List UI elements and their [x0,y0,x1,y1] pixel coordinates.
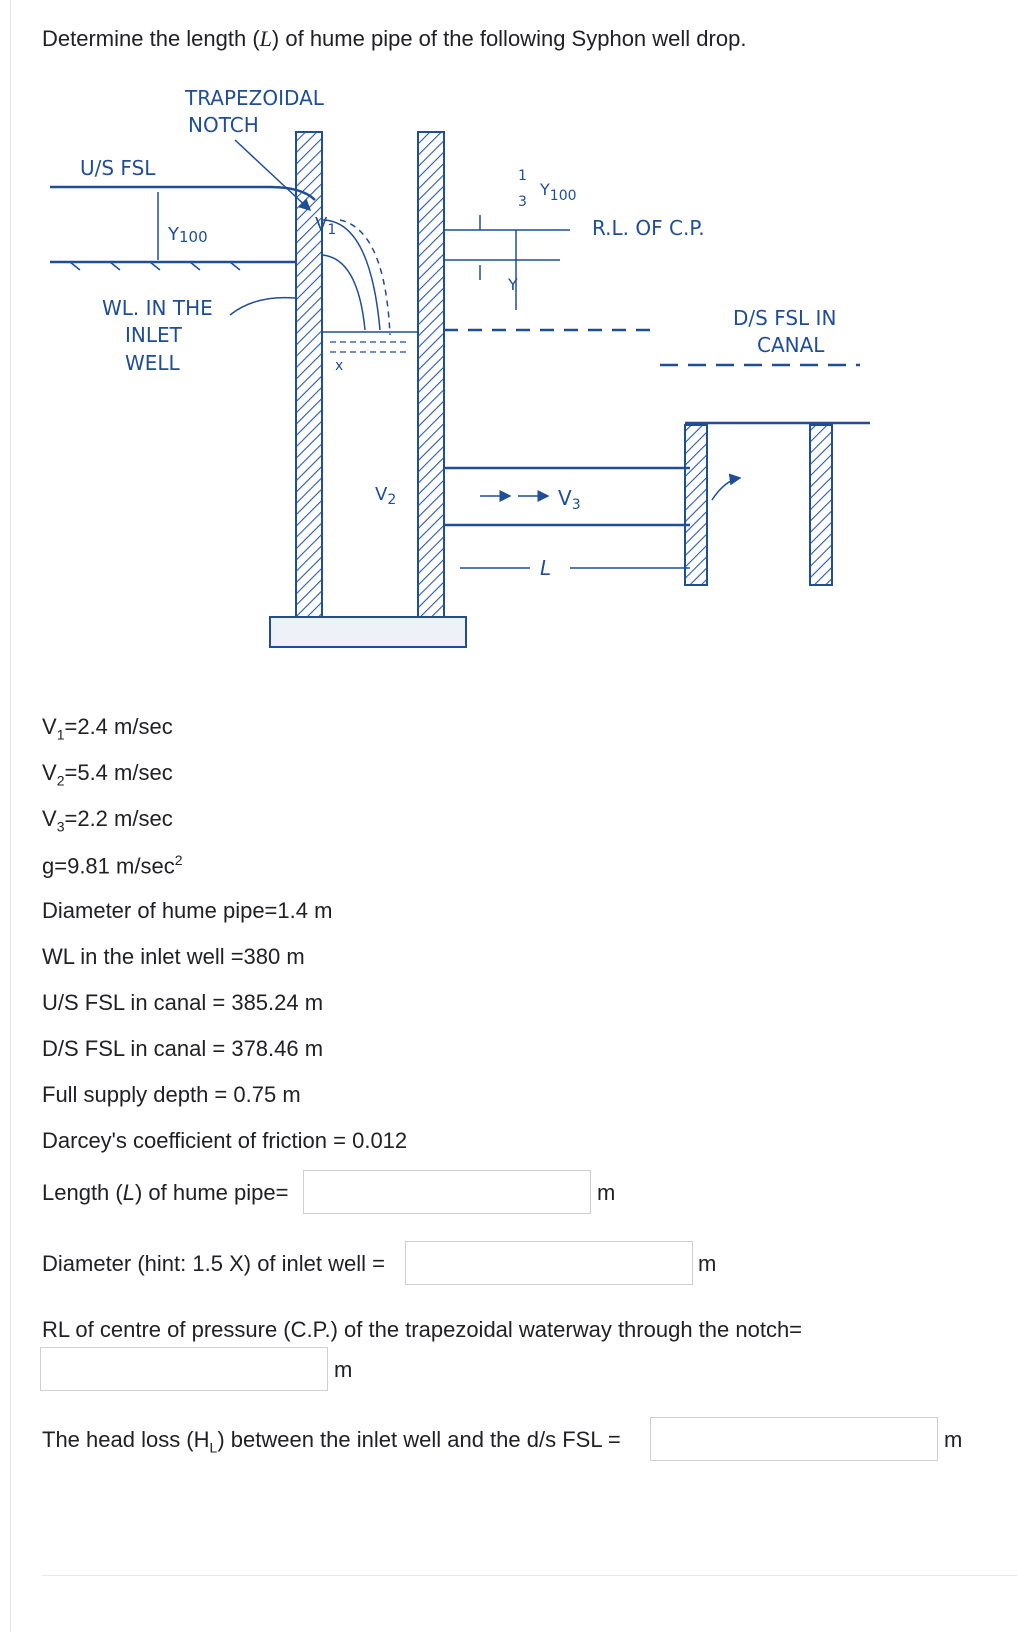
divider [42,1575,1017,1576]
length-input[interactable] [303,1170,591,1214]
head-loss-label: The head loss $(H_L)$ between the inlet well and the d/s FSL = [42,1427,621,1456]
inlet-well-right-wall [418,132,444,617]
svg-text:CANAL: CANAL [757,333,825,357]
svg-text:WELL: WELL [125,351,180,375]
given-full-supply-depth: Full supply depth = 0.75 m [42,1082,301,1107]
rl-cp-label: RL of centre of pressure (C.P.) of the trapezoidal waterway through the notch= [42,1317,803,1342]
svg-text:L: L [540,556,552,580]
us-water-surface [50,187,315,200]
given-inlet-wl: WL in the inlet well =380 m [42,944,305,969]
rl-cp-input[interactable] [40,1347,328,1391]
outlet-well-right-wall [810,425,832,585]
left-border [10,0,11,1632]
svg-text:V2: $V_2$ [375,484,397,508]
given-friction-coefficient: Darcey's coefficient of friction = 0.012 [42,1128,408,1153]
diameter-input[interactable] [405,1241,693,1285]
given-v3: $V_3=2.2$ m/sec [42,806,173,835]
svg-text:INLET: INLET [125,323,182,347]
length-unit: m [597,1180,616,1205]
svg-text:U/S FSL: U/S FSL [80,156,156,180]
diameter-unit: m [698,1251,717,1276]
svg-text:Y: Y [508,275,518,294]
length-label: Length (L) of hume pipe= [42,1180,289,1205]
svg-text:R.L. OF C.P.: R.L. OF C.P. [592,216,705,240]
diameter-label: Diameter (hint: 1.5 X) of inlet well = [42,1251,385,1276]
svg-text:NOTCH: NOTCH [188,113,259,137]
svg-text:Y100: Y100 [168,224,208,246]
given-pipe-diameter: Diameter of hume pipe=1.4 m [42,898,333,923]
svg-text:3: 3 [518,194,527,210]
svg-text:V1: $V_1$ [315,214,337,238]
svg-text:Y100: Y100 [540,180,577,204]
given-g: g=9.81 $m/\sec^2$ [42,852,183,879]
rl-cp-unit: m [334,1357,353,1382]
svg-text:WL. IN THE: WL. IN THE [102,296,213,320]
question-title: Determine the length (L) of hume pipe of the following Syphon well drop. [42,26,747,51]
svg-text:x: x [335,358,344,374]
given-us-fsl: U/S FSL in canal = 385.24 m [42,990,324,1015]
svg-text:1: 1 [518,168,527,184]
given-v2: $V_2=5.4$ m/sec [42,760,173,789]
head-loss-unit: m [944,1427,963,1452]
inlet-well-left-wall [296,132,322,617]
outlet-well-left-wall [685,425,707,585]
svg-text:D/S FSL IN: D/S FSL IN [733,306,837,330]
syphon-well-drop-diagram [40,80,880,660]
given-v1: $V_1=2.4$ m/sec [42,714,173,743]
well-base [270,617,466,647]
head-loss-input[interactable] [650,1417,938,1461]
svg-text:V3: $V_3$ [558,486,581,513]
given-ds-fsl: D/S FSL in canal = 378.46 m [42,1036,324,1061]
svg-text:TRAPEZOIDAL: TRAPEZOIDAL [185,86,324,110]
